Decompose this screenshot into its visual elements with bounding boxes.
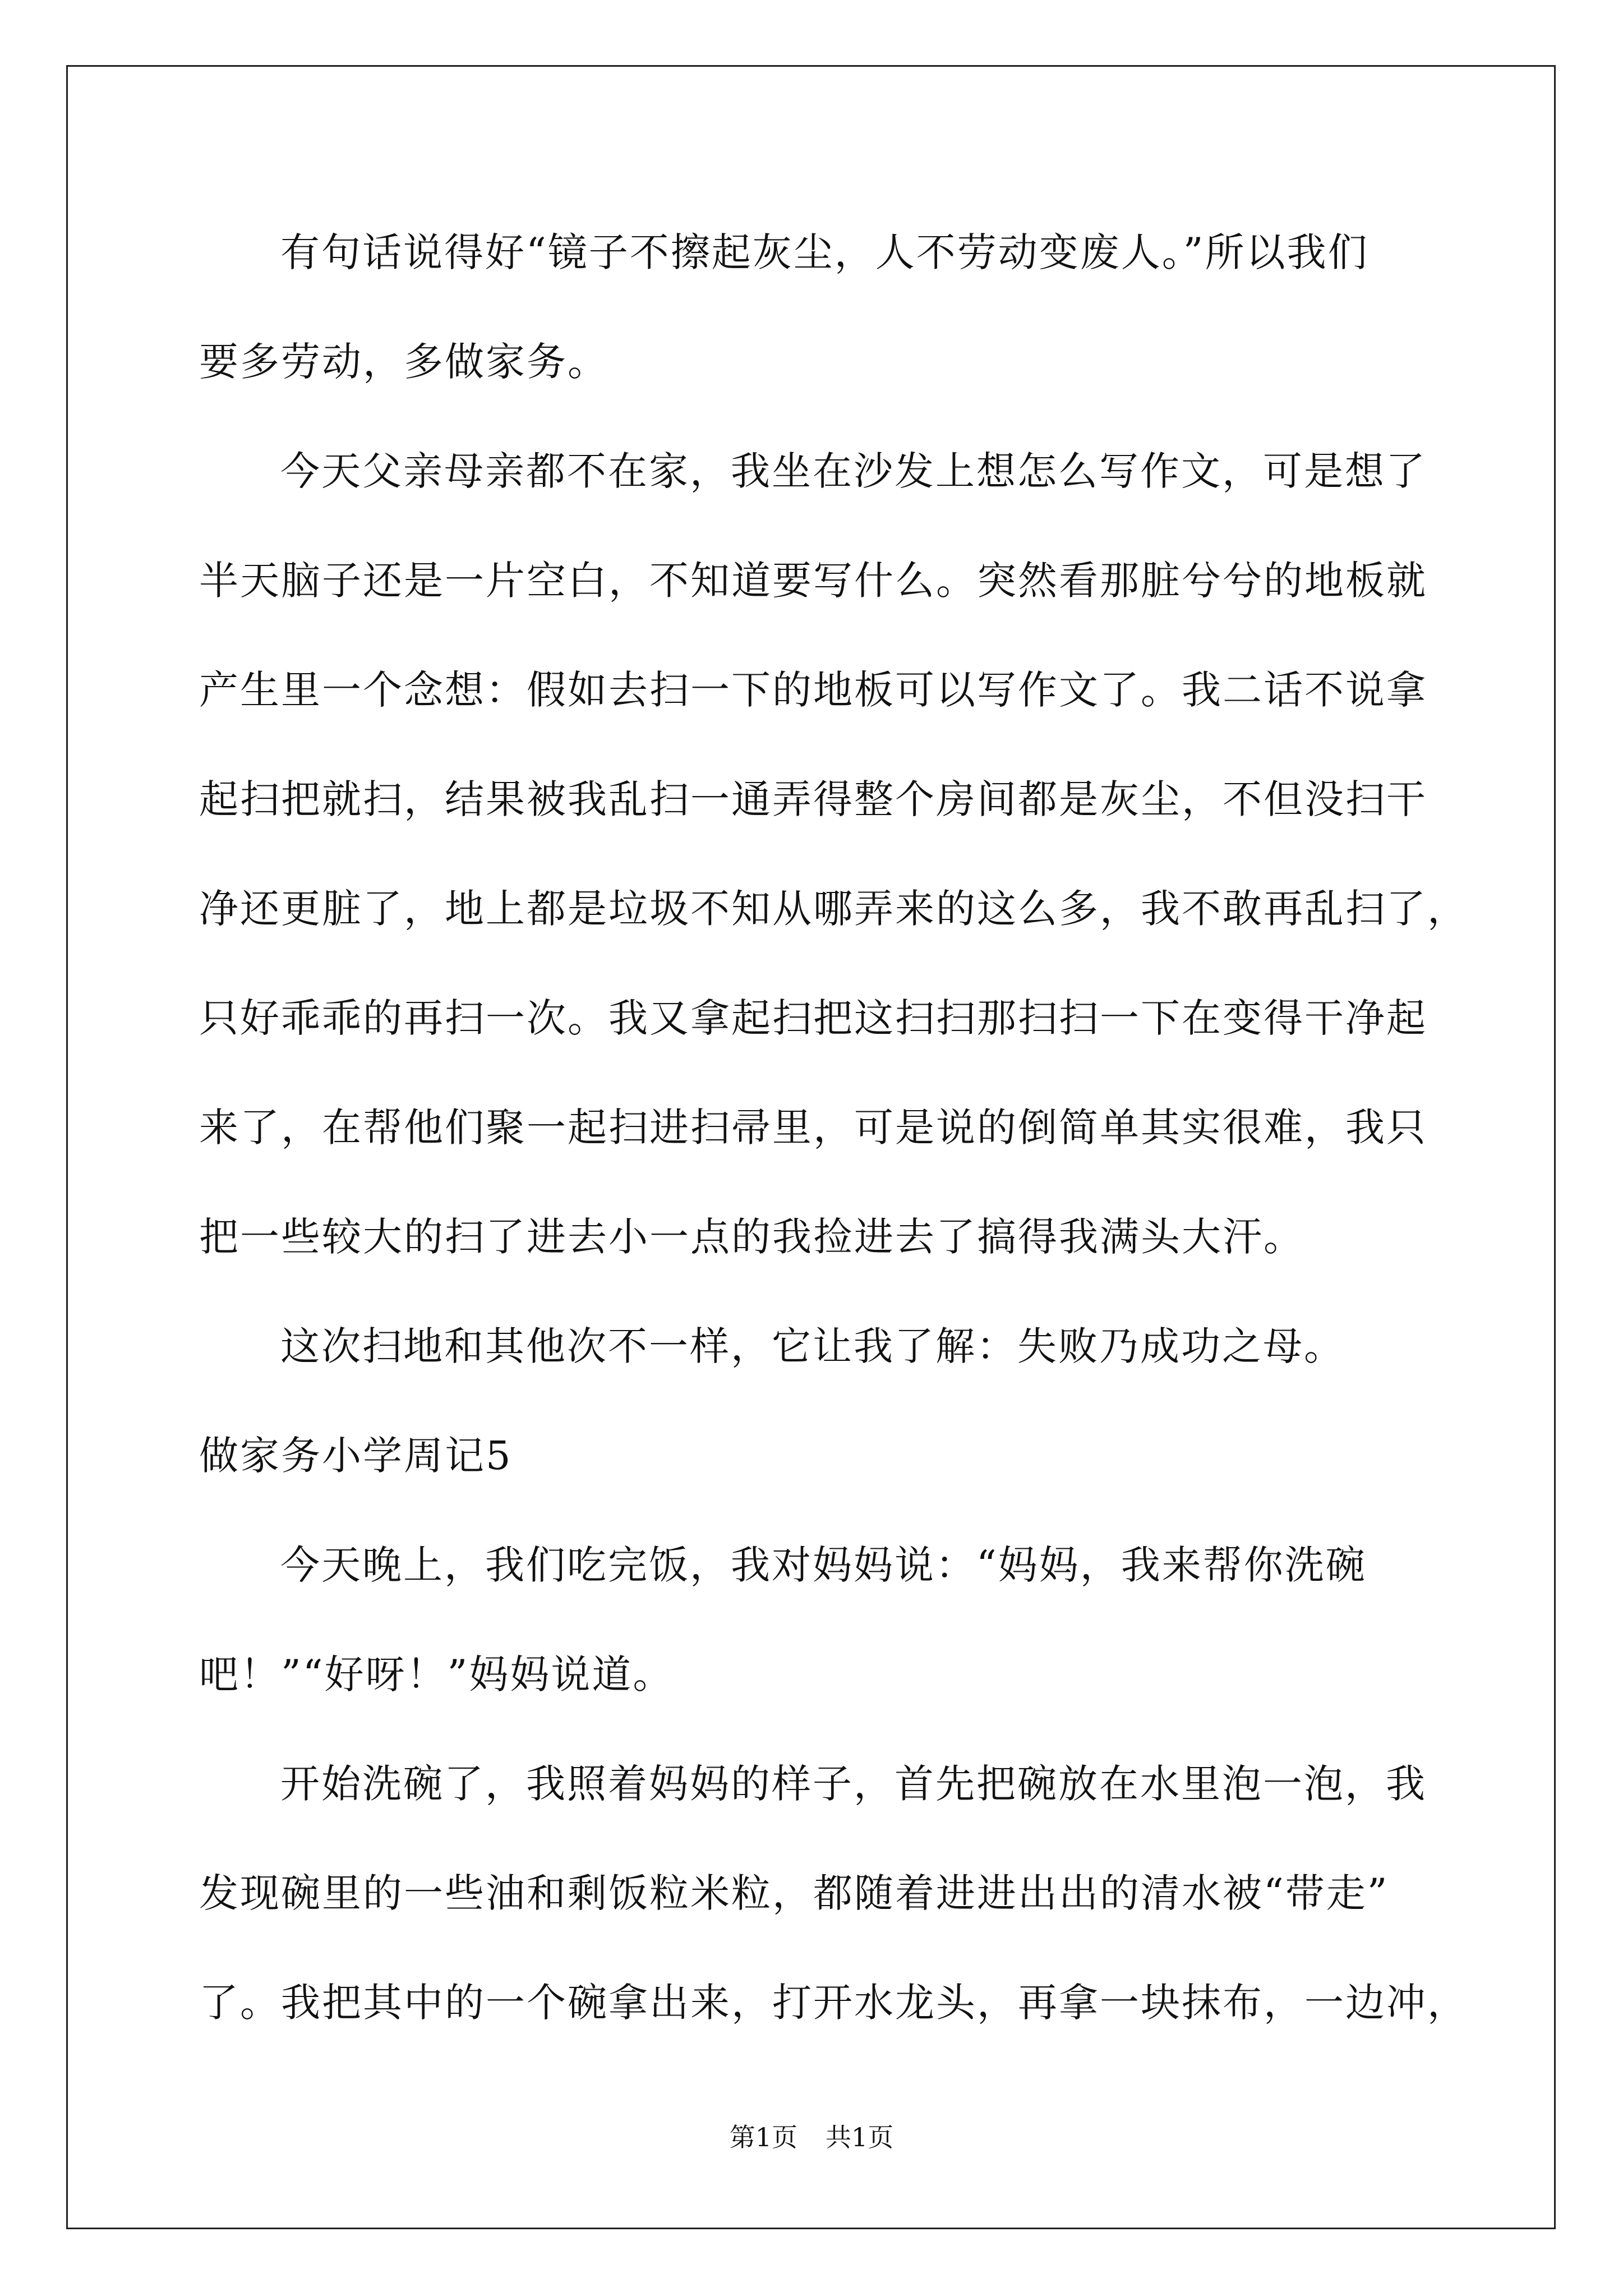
text-line: 发现碗里的一些油和剩饭粒米粒，都随着进进出出的清水被“带走” bbox=[199, 1870, 1389, 1916]
text-line: 净还更脏了，地上都是垃圾不知从哪弄来的这么多，我不敢再乱扫了， bbox=[199, 886, 1468, 932]
document-body bbox=[199, 219, 1483, 2078]
page-footer bbox=[0, 2120, 1623, 2154]
paragraph bbox=[199, 1313, 1483, 1422]
paragraph bbox=[199, 219, 1483, 438]
text-line: 这次扫地和其他次不一样，它让我了解：失败乃成功之母。 bbox=[280, 1323, 1345, 1369]
paragraph bbox=[199, 438, 1483, 1313]
text-line: 起扫把就扫，结果被我乱扫一通弄得整个房间都是灰尘，不但没扫干 bbox=[199, 776, 1427, 822]
section-title: 做家务小学周记5 bbox=[199, 1433, 513, 1479]
text-line: 把一些较大的扫了进去小一点的我捡进去了搞得我满头大汗。 bbox=[199, 1214, 1304, 1260]
text-line: 要多劳动，多做家务。 bbox=[199, 339, 608, 385]
page-number: 第1页 bbox=[729, 2122, 797, 2152]
text-line: 今天父亲母亲都不在家，我坐在沙发上想怎么写作文，可是想了 bbox=[280, 448, 1427, 494]
text-line: 半天脑子还是一片空白，不知道要写什么。突然看那脏兮兮的地板就 bbox=[199, 558, 1427, 604]
text-line: 产生里一个念想：假如去扫一下的地板可以写作文了。我二话不说拿 bbox=[199, 667, 1427, 713]
text-line: 有句话说得好“镜子不擦起灰尘，人不劳动变废人。”所以我们 bbox=[280, 229, 1369, 275]
paragraph bbox=[199, 1531, 1483, 1750]
text-line: 了。我把其中的一个碗拿出来，打开水龙头，再拿一块抹布，一边冲， bbox=[199, 1980, 1468, 2026]
text-line: 来了，在帮他们聚一起扫进扫帚里，可是说的倒简单其实很难，我只 bbox=[199, 1105, 1427, 1151]
page-total: 共1页 bbox=[826, 2122, 894, 2152]
text-line: 开始洗碗了，我照着妈妈的样子，首先把碗放在水里泡一泡，我 bbox=[280, 1761, 1427, 1807]
text-line: 吧！”“好呀！”妈妈说道。 bbox=[199, 1651, 674, 1697]
text-line: 只好乖乖的再扫一次。我又拿起扫把这扫扫那扫扫一下在变得干净起 bbox=[199, 995, 1427, 1041]
paragraph bbox=[199, 1750, 1483, 2078]
text-line: 今天晚上，我们吃完饭，我对妈妈说：“妈妈，我来帮你洗碗 bbox=[280, 1542, 1367, 1588]
